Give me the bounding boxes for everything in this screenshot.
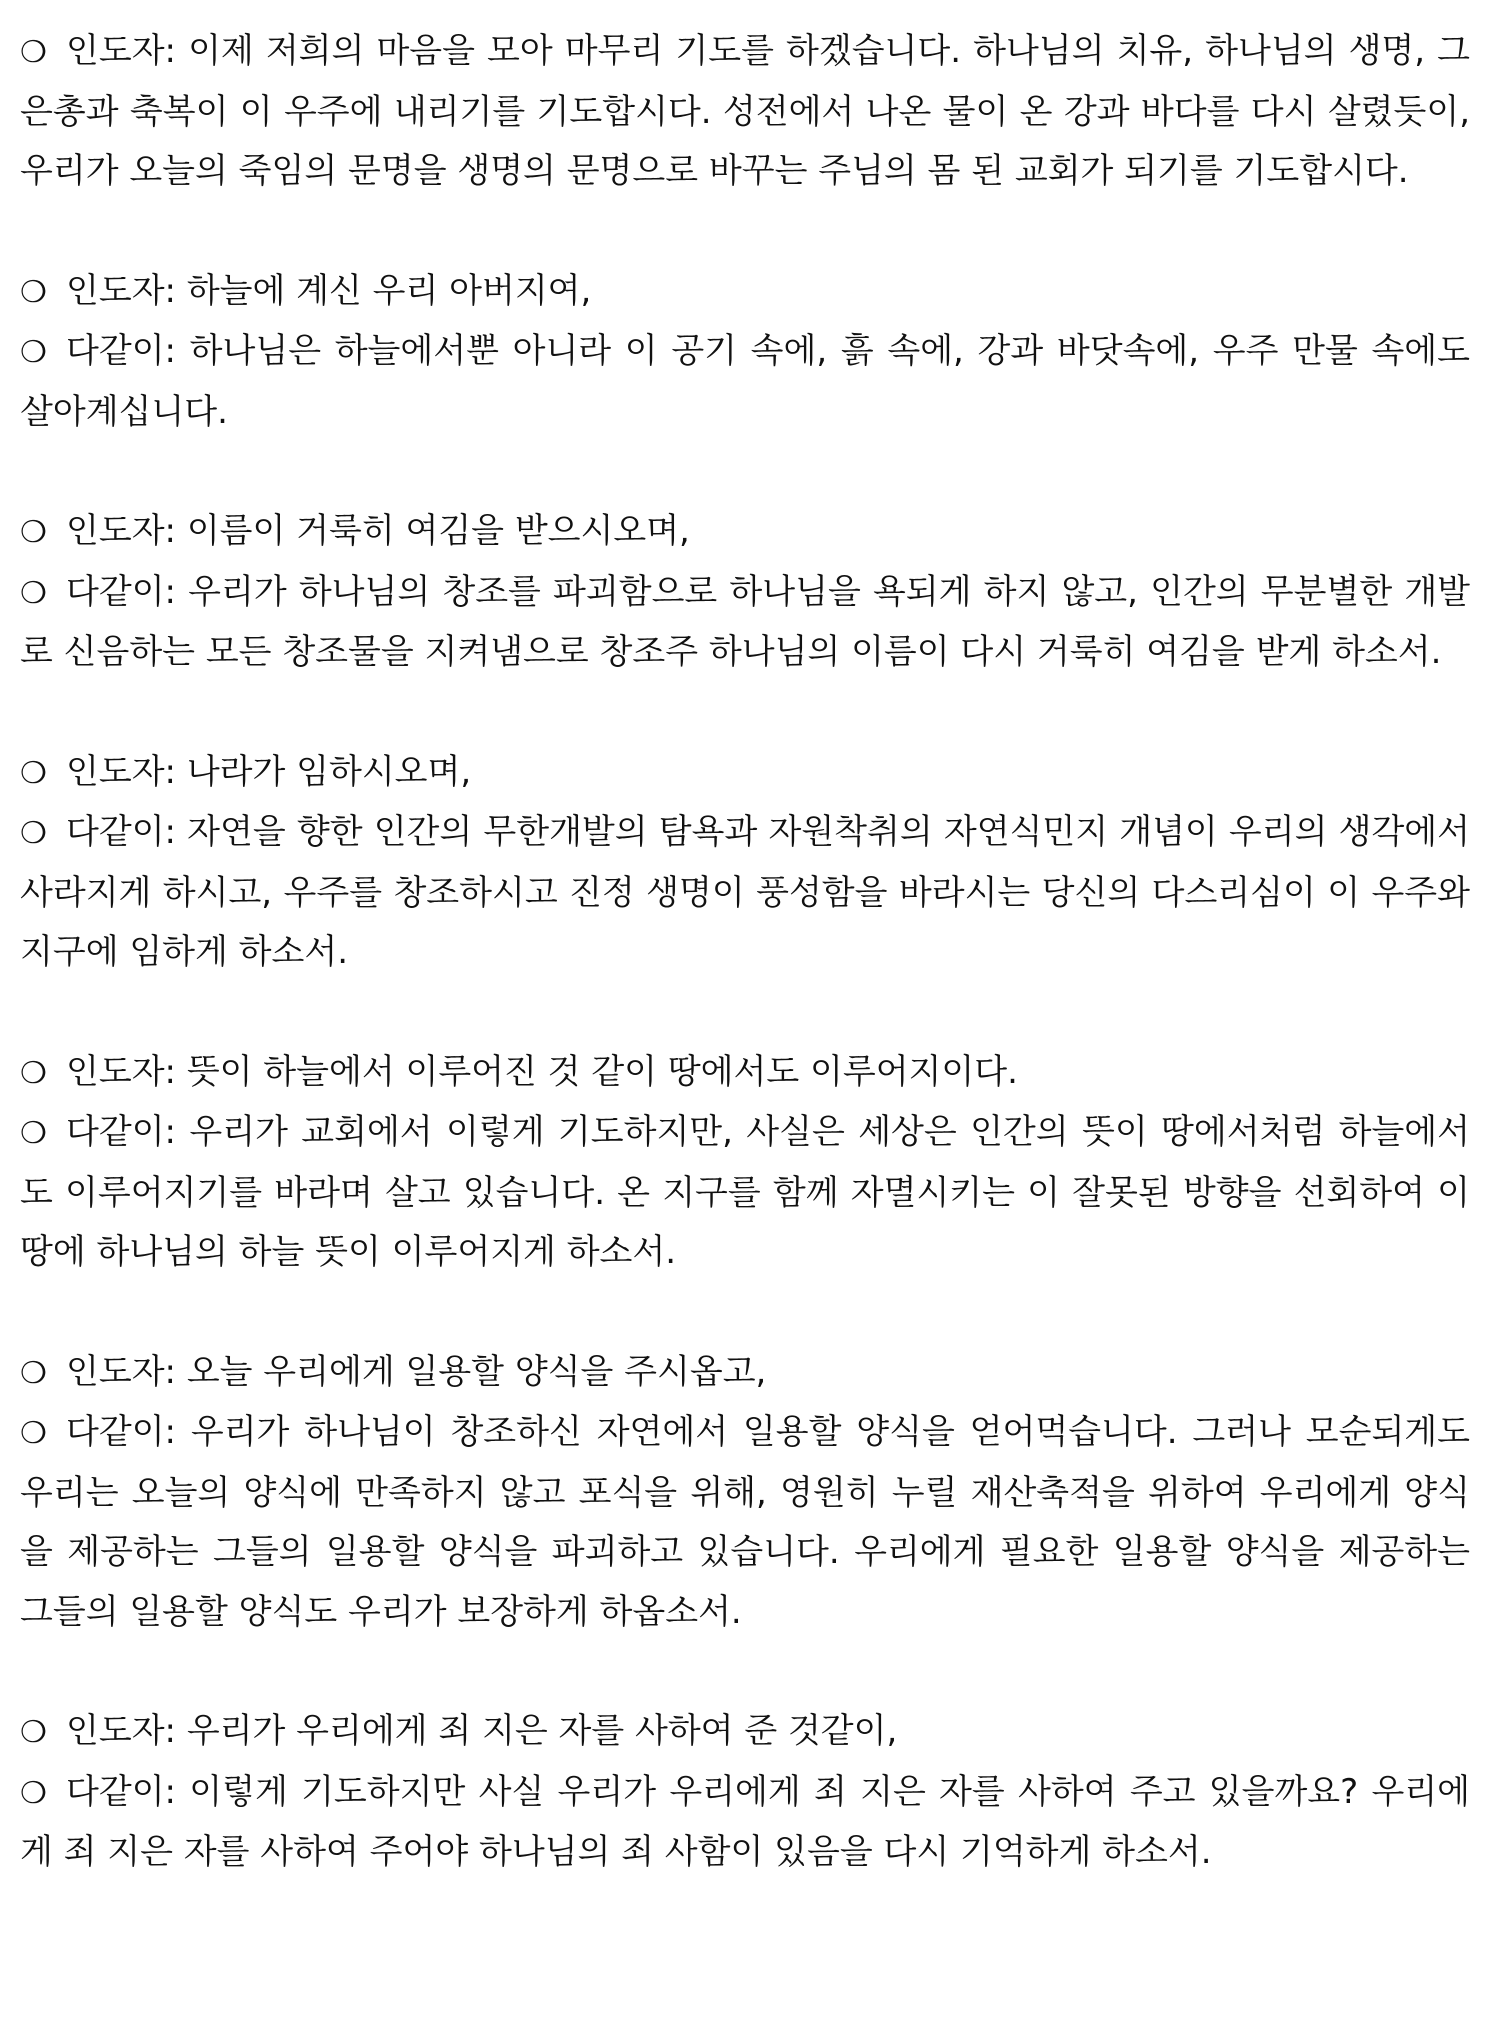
stanza bbox=[20, 262, 1470, 443]
prayer-document bbox=[20, 22, 1470, 1943]
prayer-paragraph bbox=[20, 803, 1470, 983]
stanza bbox=[20, 502, 1470, 683]
circle-bullet-icon: ❍ bbox=[20, 1355, 47, 1391]
circle-bullet-icon: ❍ bbox=[20, 1715, 47, 1750]
circle-bullet-icon: ❍ bbox=[20, 35, 47, 70]
prayer-paragraph bbox=[20, 1103, 1470, 1283]
prayer-paragraph bbox=[20, 1403, 1470, 1642]
stanza bbox=[20, 1702, 1470, 1883]
prayer-text: 오늘 우리에게 일용할 양식을 주시옵고, bbox=[186, 1351, 767, 1392]
stanza bbox=[20, 743, 1470, 983]
speaker-label: 다같이: bbox=[66, 1771, 176, 1812]
prayer-paragraph bbox=[20, 1702, 1470, 1763]
prayer-text: 우리가 교회에서 이렇게 기도하지만, 사실은 세상은 인간의 뜻이 땅에서처럼 하늘에서도 이루어지기를 바라며 살고 있습니다. 온 지구를 함께 자멸시키는 이 잘못된 방향을 선회하여 이 땅에 하나님의 하늘 뜻이 이루어지게 하소서. bbox=[20, 1112, 1470, 1272]
speaker-label: 다같이: bbox=[66, 812, 176, 852]
prayer-paragraph bbox=[20, 743, 1470, 804]
prayer-text: 자연을 향한 인간의 무한개발의 탐욕과 자원착취의 자연식민지 개념이 우리의 생각에서 사라지게 하시고, 우주를 창조하시고 진정 생명이 풍성함을 바라시는 당신의 다스리심이 이 우주와 지구에 임하게 하소서. bbox=[20, 812, 1470, 972]
stanza bbox=[20, 22, 1470, 202]
speaker-label: 인도자: bbox=[66, 751, 176, 792]
prayer-paragraph bbox=[20, 22, 1470, 202]
prayer-text: 우리가 우리에게 죄 지은 자를 사하여 준 것같이, bbox=[186, 1711, 898, 1751]
circle-bullet-icon: ❍ bbox=[20, 335, 47, 370]
circle-bullet-icon: ❍ bbox=[20, 1116, 47, 1151]
speaker-label: 인도자: bbox=[66, 1051, 176, 1092]
speaker-label: 인도자: bbox=[66, 31, 176, 71]
prayer-text: 이름이 거룩히 여김을 받으시오며, bbox=[186, 511, 690, 551]
speaker-label: 인도자: bbox=[66, 270, 176, 311]
circle-bullet-icon: ❍ bbox=[20, 816, 47, 851]
speaker-label: 인도자: bbox=[66, 1351, 176, 1392]
speaker-label: 인도자: bbox=[66, 1711, 176, 1751]
speaker-label: 인도자: bbox=[66, 511, 176, 551]
prayer-text: 이렇게 기도하지만 사실 우리가 우리에게 죄 지은 자를 사하여 주고 있을까요? 우리에게 죄 지은 자를 사하여 주어야 하나님의 죄 사함이 있음을 다시 기억하게 하소서. bbox=[20, 1771, 1471, 1872]
stanza bbox=[20, 1043, 1470, 1283]
prayer-paragraph bbox=[20, 1763, 1470, 1883]
stanza bbox=[20, 1343, 1470, 1643]
prayer-paragraph bbox=[20, 322, 1470, 442]
circle-bullet-icon: ❍ bbox=[20, 1416, 47, 1451]
circle-bullet-icon: ❍ bbox=[20, 1055, 47, 1091]
prayer-paragraph bbox=[20, 563, 1470, 683]
prayer-paragraph bbox=[20, 502, 1470, 563]
prayer-paragraph bbox=[20, 1043, 1470, 1104]
prayer-text: 이제 저희의 마음을 모아 마무리 기도를 하겠습니다. 하나님의 치유, 하나님의 생명, 그 은총과 축복이 이 우주에 내리기를 기도합시다. 성전에서 나온 물이 온 강과 바다를 다시 살렸듯이, 우리가 오늘의 죽임의 문명을 생명의 문명으로 바꾸는 주님의 몸 된 교회가 되기를 기도합시다. bbox=[20, 31, 1470, 191]
prayer-text: 하늘에 계신 우리 아버지여, bbox=[186, 270, 592, 311]
speaker-label: 다같이: bbox=[66, 1112, 176, 1152]
speaker-label: 다같이: bbox=[66, 1412, 176, 1452]
prayer-paragraph bbox=[20, 1343, 1470, 1404]
circle-bullet-icon: ❍ bbox=[20, 755, 47, 791]
circle-bullet-icon: ❍ bbox=[20, 515, 47, 550]
circle-bullet-icon: ❍ bbox=[20, 1775, 47, 1811]
prayer-paragraph bbox=[20, 262, 1470, 323]
prayer-text: 우리가 하나님의 창조를 파괴함으로 하나님을 욕되게 하지 않고, 인간의 무분별한 개발로 신음하는 모든 창조물을 지켜냄으로 창조주 하나님의 이름이 다시 거룩히 여김을 받게 하소서. bbox=[20, 571, 1471, 672]
prayer-text: 나라가 임하시오며, bbox=[186, 751, 472, 792]
prayer-text: 뜻이 하늘에서 이루어진 것 같이 땅에서도 이루어지이다. bbox=[186, 1051, 1018, 1092]
prayer-text: 하나님은 하늘에서뿐 아니라 이 공기 속에, 흙 속에, 강과 바닷속에, 우주 만물 속에도 살아계십니다. bbox=[20, 331, 1470, 432]
circle-bullet-icon: ❍ bbox=[20, 575, 47, 611]
speaker-label: 다같이: bbox=[66, 571, 176, 612]
circle-bullet-icon: ❍ bbox=[20, 274, 47, 310]
prayer-text: 우리가 하나님이 창조하신 자연에서 일용할 양식을 얻어먹습니다. 그러나 모순되게도 우리는 오늘의 양식에 만족하지 않고 포식을 위해, 영원히 누릴 재산축적을 위하여 우리에게 양식을 제공하는 그들의 일용할 양식을 파괴하고 있습니다. 우리에게 필요한 일용할 양식을 제공하는 그들의 일용할 양식도 우리가 보장하게 하옵소서. bbox=[20, 1412, 1470, 1632]
speaker-label: 다같이: bbox=[66, 331, 176, 371]
